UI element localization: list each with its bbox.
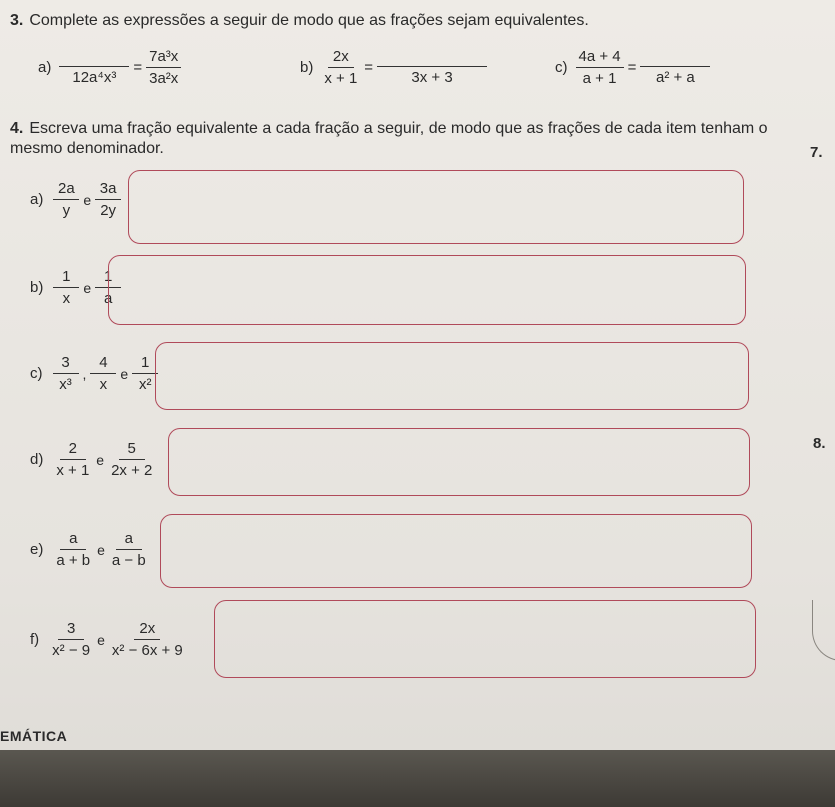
q4a-answer-box[interactable] [128,170,744,244]
q4d-answer-box[interactable] [168,428,750,496]
q3c-equals: = [627,59,637,76]
q3-item-c [555,48,710,87]
q3b-label: b) [300,59,314,76]
table-surface [0,750,835,807]
q3c-left-fraction [576,48,624,87]
side-number-7: 7. [810,144,823,161]
q3a-right-den: 3a²x [149,70,179,87]
q4a-label: a) [30,191,44,208]
q4d-fraction-1: $\frac{2}{x + 1}$ [56,440,90,479]
q4f-answer-box[interactable] [214,600,756,678]
q3b-right-den: 3x + 3 [411,68,453,86]
q4b-label: b) [30,279,44,296]
q4-item-e [30,530,149,569]
q4a-fraction-1: $\frac{2a}{y}$ [53,180,79,219]
side-number-8: 8. [813,435,826,452]
q4b-fraction-2: $\frac{1}{a}$ [95,268,121,307]
q4-item-f [30,620,186,659]
q3b-left-num: 2x [328,48,354,68]
q3b-right-num-blank[interactable] [377,50,487,67]
q4c-sep-1: , [82,365,87,382]
q4e-fraction-1: $\frac{a}{a + b}$ [56,530,91,569]
question-3 [10,12,589,30]
page-footer: EMÁTICA [0,728,68,744]
q3b-left-fraction [321,48,360,87]
q4f-sep-1: e [97,631,105,648]
q4d-sep-1: e [96,451,105,468]
q3b-equals: = [364,59,374,76]
q3b-right-fraction [377,50,487,86]
page-edge-curve [812,600,835,661]
q3a-right-num: 7a³x [146,48,181,68]
q3c-left-den: a + 1 [582,70,617,87]
q4-item-a [30,180,121,219]
question-3-text: Complete as expressões a seguir de modo que as frações sejam equivalentes. [29,12,589,29]
q3a-right-fraction [146,48,181,87]
q4c-fraction-1: $\frac{3}{\text{x³}}$ [53,354,79,393]
q4c-fraction-2: $\frac{4}{x}$ [90,354,116,393]
q3-item-b [300,48,487,87]
q4c-sep-2: e [120,365,129,382]
q4c-answer-box[interactable] [155,342,749,410]
q4c-label: c) [30,365,43,382]
q3a-left-num-blank[interactable] [59,50,129,67]
q3a-left-fraction [59,50,129,86]
q4f-fraction-2: $\frac{2x}{\text{x² − 6x + 9}}$ [111,620,183,659]
q4d-fraction-2: $\frac{5}{2x + 2}$ [111,440,153,479]
question-4-number: 4. [10,120,24,137]
q3c-right-num-blank[interactable] [640,50,710,67]
q4f-fraction-1: $\frac{3}{\text{x² − 9}}$ [52,620,91,659]
q4a-fraction-2: $\frac{3a}{2y}$ [95,180,121,219]
q4c-fraction-3: $\frac{1}{\text{x²}}$ [132,354,158,393]
q3c-left-num: 4a + 4 [576,48,624,68]
q3c-right-den: a² + a [656,68,695,86]
q4b-sep-1: e [83,279,92,296]
q4-item-c [30,354,158,393]
q3b-left-den: x + 1 [324,70,358,87]
q3-item-a: a) 12a⁴x³ = $\frac{\text{7a³x}}{\text{3a²x}}$ [38,48,181,87]
q4d-label: d) [30,451,44,468]
q4b-answer-box[interactable] [108,255,746,325]
q4b-fraction-1: $\frac{1}{x}$ [53,268,79,307]
q4-item-d [30,440,155,479]
question-4 [10,119,770,159]
q4e-answer-box[interactable] [160,514,752,588]
q4e-label: e) [30,541,44,558]
q3a-left-den: 12a⁴x³ [72,68,117,86]
q3c-label: c) [555,59,568,76]
q4a-sep-1: e [83,191,92,208]
question-4-text: Escreva uma fração equivalente a cada fração a seguir, de modo que as frações de cada item tenham o mesmo denominador. [10,120,768,157]
q4f-label: f) [30,631,40,648]
question-3-number: 3. [10,12,24,29]
q3a-label: a) [38,59,52,76]
q4e-sep-1: e [97,541,105,558]
q3c-right-fraction [640,50,710,86]
q4e-fraction-2: $\frac{a}{a - b}$ [111,530,146,569]
